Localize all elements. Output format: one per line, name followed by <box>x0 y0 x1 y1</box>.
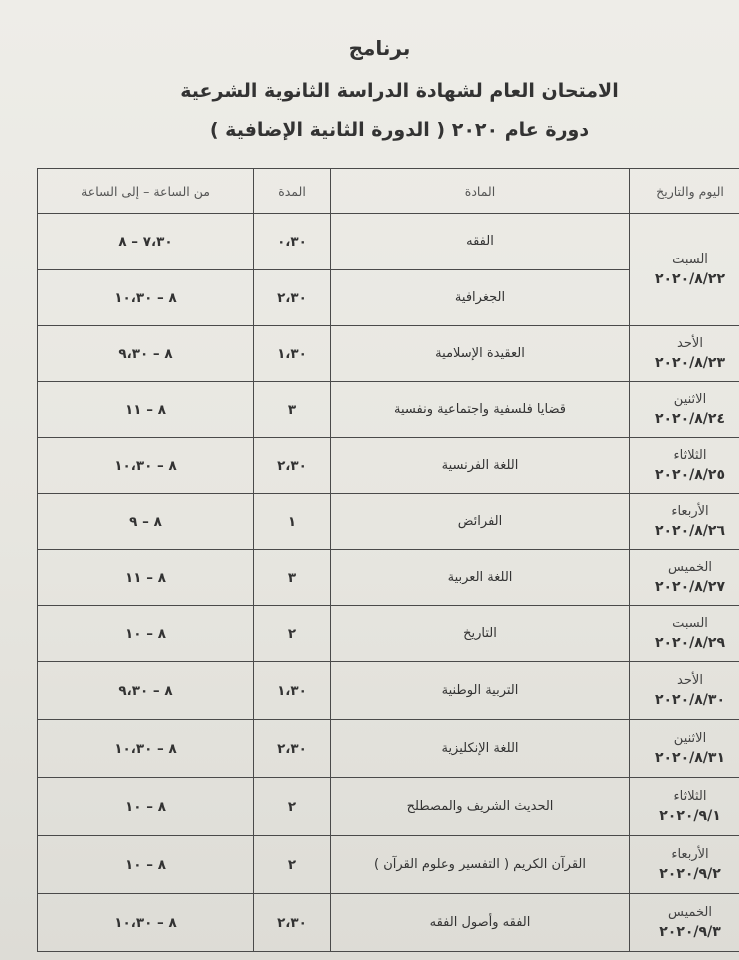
exam-date: ٢٠٢٠/٨/٢٥ <box>654 467 726 483</box>
duration-cell: ٣ <box>254 382 331 438</box>
day-name: الأربعاء <box>671 847 709 862</box>
day-name: السبت <box>672 252 708 267</box>
exam-date: ٢٠٢٠/٨/٣٠ <box>654 692 726 708</box>
subject-cell: القرآن الكريم ( التفسير وعلوم القرآن ) <box>331 836 630 894</box>
subject-cell: قضايا فلسفية واجتماعية ونفسية <box>331 382 630 438</box>
exam-date: ٢٠٢٠/٨/٢٧ <box>654 579 726 595</box>
time-cell: ٨ – ١٠ <box>38 836 254 894</box>
subject-cell: اللغة الإنكليزية <box>331 720 630 778</box>
exam-date: ٢٠٢٠/٩/٣ <box>659 924 721 940</box>
duration-cell: ٢ <box>254 778 331 836</box>
exam-date: ٢٠٢٠/٨/٢٢ <box>654 271 726 287</box>
table-row <box>38 606 739 662</box>
duration-cell: ١،٣٠ <box>254 662 331 720</box>
day-date-cell <box>630 662 739 720</box>
exam-date: ٢٠٢٠/٨/٢٣ <box>654 355 726 371</box>
header-exam-title: الامتحان العام لشهادة الدراسة الثانوية الشرعية <box>180 80 619 102</box>
header-duration: المدة <box>254 169 331 214</box>
duration-cell: ٣ <box>254 550 331 606</box>
day-date-cell <box>630 326 739 382</box>
table-row <box>38 550 739 606</box>
duration-cell: ٢،٣٠ <box>254 438 331 494</box>
day-name: الأربعاء <box>671 504 709 519</box>
day-date-cell <box>630 778 739 836</box>
day-name: الثلاثاء <box>673 789 707 804</box>
table-header-row <box>38 169 739 214</box>
subject-cell: الفقه <box>331 214 630 270</box>
exam-date: ٢٠٢٠/٨/٢٩ <box>654 635 726 651</box>
subject-cell: الفقه وأصول الفقه <box>331 894 630 952</box>
table-row <box>38 720 739 778</box>
time-cell: ٨ – ٩ <box>38 494 254 550</box>
time-cell: ٨ – ١١ <box>38 382 254 438</box>
day-date-cell <box>630 214 739 326</box>
subject-cell: العقيدة الإسلامية <box>331 326 630 382</box>
table-row <box>38 214 739 270</box>
table-row <box>38 894 739 952</box>
time-cell: ٨ – ١٠،٣٠ <box>38 720 254 778</box>
duration-cell: ٢ <box>254 836 331 894</box>
header-time: من الساعة – إلى الساعة <box>38 169 254 214</box>
time-cell: ٨ – ١٠،٣٠ <box>38 270 254 326</box>
day-date-cell <box>630 894 739 952</box>
header-day-date: اليوم والتاريخ <box>630 169 739 214</box>
header-program-title: برنامج <box>348 36 411 60</box>
exam-date: ٢٠٢٠/٩/٢ <box>659 866 721 882</box>
table-body <box>38 214 739 952</box>
subject-cell: اللغة العربية <box>331 550 630 606</box>
table-row <box>38 662 739 720</box>
day-date-cell <box>630 606 739 662</box>
header-session-title: دورة عام ٢٠٢٠ ( الدورة الثانية الإضافية ) <box>209 119 590 141</box>
duration-cell: ٢،٣٠ <box>254 720 331 778</box>
table-row <box>38 836 739 894</box>
subject-cell: الجغرافية <box>331 270 630 326</box>
time-cell: ٨ – ١١ <box>38 550 254 606</box>
day-date-cell <box>630 720 739 778</box>
time-cell: ٨ – ١٠ <box>38 778 254 836</box>
day-name: الاثنين <box>673 392 707 407</box>
duration-cell: ٢ <box>254 606 331 662</box>
exam-date: ٢٠٢٠/٩/١ <box>659 808 721 824</box>
day-date-cell <box>630 836 739 894</box>
duration-cell: ٢،٣٠ <box>254 270 331 326</box>
exam-date: ٢٠٢٠/٨/٣١ <box>654 750 726 766</box>
table-row <box>38 438 739 494</box>
day-name: الثلاثاء <box>673 448 707 463</box>
day-name: الخميس <box>668 560 712 575</box>
time-cell: ٨ – ١٠،٣٠ <box>38 438 254 494</box>
table-row <box>38 494 739 550</box>
time-cell: ٧،٣٠ – ٨ <box>38 214 254 270</box>
document-header <box>0 36 739 141</box>
header-subject: المادة <box>331 169 630 214</box>
time-cell: ٨ – ١٠ <box>38 606 254 662</box>
exam-schedule-table <box>37 168 739 952</box>
duration-cell: ٢،٣٠ <box>254 894 331 952</box>
exam-date: ٢٠٢٠/٨/٢٤ <box>654 411 726 427</box>
day-name: الأحد <box>677 336 703 351</box>
table-row <box>38 382 739 438</box>
day-date-cell <box>630 438 739 494</box>
day-name: الأحد <box>677 673 703 688</box>
duration-cell: ١،٣٠ <box>254 326 331 382</box>
subject-cell: اللغة الفرنسية <box>331 438 630 494</box>
time-cell: ٨ – ٩،٣٠ <box>38 662 254 720</box>
day-date-cell <box>630 382 739 438</box>
exam-date: ٢٠٢٠/٨/٢٦ <box>654 523 726 539</box>
table-row <box>38 778 739 836</box>
subject-cell: الفرائض <box>331 494 630 550</box>
day-name: الاثنين <box>673 731 707 746</box>
subject-cell: الحديث الشريف والمصطلح <box>331 778 630 836</box>
subject-cell: التاريخ <box>331 606 630 662</box>
day-name: السبت <box>672 616 708 631</box>
day-name: الخميس <box>668 905 712 920</box>
subject-cell: التربية الوطنية <box>331 662 630 720</box>
time-cell: ٨ – ١٠،٣٠ <box>38 894 254 952</box>
day-date-cell <box>630 550 739 606</box>
duration-cell: ٠،٣٠ <box>254 214 331 270</box>
time-cell: ٨ – ٩،٣٠ <box>38 326 254 382</box>
table-row <box>38 326 739 382</box>
day-date-cell <box>630 494 739 550</box>
duration-cell: ١ <box>254 494 331 550</box>
